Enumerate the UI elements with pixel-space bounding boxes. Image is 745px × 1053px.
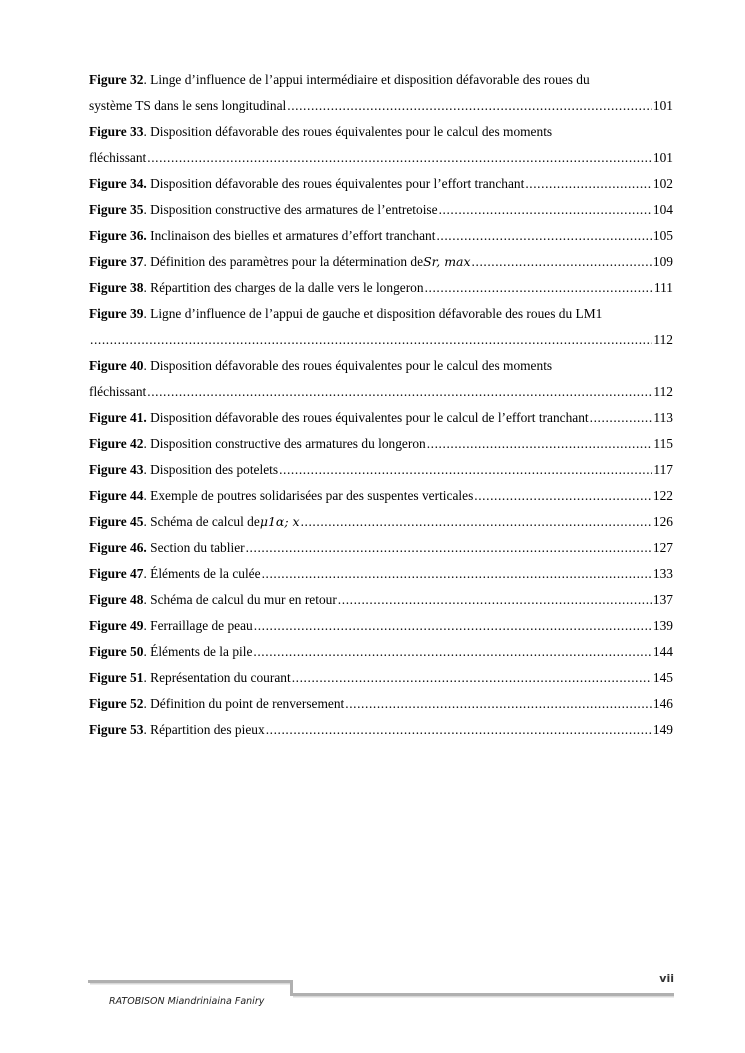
dot-leader — [253, 639, 652, 665]
page-ref: 144 — [652, 644, 673, 659]
figure-label: Figure 42 — [89, 436, 144, 451]
figure-title: Disposition défavorable des roues équivalentes pour le calcul de l’effort tranchant — [150, 410, 589, 425]
figure-title: Représentation du courant — [150, 670, 291, 685]
label-separator: . — [143, 462, 151, 477]
figure-label: Figure 48 — [89, 592, 144, 607]
dot-leader — [279, 457, 652, 483]
figure-label: Figure 39 — [89, 306, 144, 321]
figure-title-continued: fléchissant — [89, 150, 147, 165]
dot-leader — [425, 275, 653, 301]
dot-leader — [266, 717, 652, 743]
figure-title: Ligne d’influence de l’appui de gauche et disposition défavorable des roues du LM1 — [150, 306, 603, 321]
toc-entry[interactable] — [89, 613, 673, 639]
figure-label: Figure 44 — [89, 488, 144, 503]
list-of-figures — [89, 67, 673, 743]
dot-leader — [436, 223, 651, 249]
dot-leader — [147, 145, 652, 171]
page-ref: 137 — [652, 592, 673, 607]
toc-entry[interactable] — [89, 561, 673, 587]
page-ref: 112 — [653, 384, 673, 399]
figure-title: Disposition constructive des armatures de l’entretoise — [150, 202, 438, 217]
dot-leader — [439, 197, 652, 223]
page-ref: 104 — [652, 202, 673, 217]
toc-entry[interactable] — [89, 587, 673, 613]
label-separator: . — [143, 358, 151, 373]
toc-entry[interactable] — [89, 197, 673, 223]
math-expression: Sr, max — [423, 254, 471, 269]
label-separator: . — [143, 202, 151, 217]
dot-leader — [287, 93, 652, 119]
figure-title: Linge d’influence de l’appui intermédiaire et disposition défavorable des roues du — [150, 72, 590, 87]
toc-entry[interactable] — [89, 665, 673, 691]
figure-label: Figure 41. — [89, 410, 147, 425]
figure-title: Disposition défavorable des roues équivalentes pour le calcul des moments — [150, 358, 553, 373]
label-separator: . — [143, 566, 151, 581]
page-ref: 117 — [653, 462, 673, 477]
figure-label: Figure 32 — [89, 72, 144, 87]
label-separator: . — [143, 254, 151, 269]
figure-label: Figure 36. — [89, 228, 147, 243]
page-ref: 102 — [652, 176, 673, 191]
figure-label: Figure 34. — [89, 176, 147, 191]
figure-label: Figure 38 — [89, 280, 144, 295]
toc-entry[interactable] — [89, 457, 673, 483]
label-separator: . — [143, 722, 151, 737]
toc-entry[interactable] — [89, 405, 673, 431]
figure-label: Figure 40 — [89, 358, 144, 373]
figure-title: Disposition des potelets — [150, 462, 279, 477]
figure-title: Disposition défavorable des roues équivalentes pour le calcul des moments — [150, 124, 553, 139]
page-ref: 113 — [653, 410, 673, 425]
dot-leader — [474, 483, 652, 509]
label-separator: . — [143, 72, 151, 87]
toc-entry[interactable] — [89, 119, 673, 171]
page-ref: 133 — [652, 566, 673, 581]
toc-entry[interactable] — [89, 301, 673, 353]
figure-label: Figure 35 — [89, 202, 144, 217]
page-ref: 149 — [652, 722, 673, 737]
page-ref: 101 — [652, 98, 673, 113]
label-separator: . — [143, 618, 151, 633]
dot-leader — [427, 431, 653, 457]
figure-title-continued: système TS dans le sens longitudinal — [89, 98, 287, 113]
page-ref: 112 — [653, 332, 673, 347]
toc-entry[interactable] — [89, 223, 673, 249]
figure-label: Figure 37 — [89, 254, 144, 269]
dot-leader — [90, 327, 652, 353]
page-ref: 139 — [652, 618, 673, 633]
figure-label: Figure 53 — [89, 722, 144, 737]
figure-title: Répartition des charges de la dalle vers le longeron — [150, 280, 424, 295]
label-separator: . — [143, 592, 151, 607]
dot-leader — [301, 509, 652, 535]
label-separator: . — [143, 488, 151, 503]
dot-leader — [472, 249, 652, 275]
dot-leader — [590, 405, 653, 431]
figure-title-continued: fléchissant — [89, 384, 147, 399]
toc-entry[interactable] — [89, 275, 673, 301]
figure-label: Figure 49 — [89, 618, 144, 633]
page-ref: 101 — [652, 150, 673, 165]
label-separator: . — [143, 306, 151, 321]
figure-title: Disposition constructive des armatures du longeron — [150, 436, 426, 451]
author-name: RATOBISON Miandriniaina Faniry — [109, 996, 265, 1007]
dot-leader — [262, 561, 652, 587]
figure-title: Exemple de poutres solidarisées par des suspentes verticales — [150, 488, 474, 503]
page-ref: 145 — [652, 670, 673, 685]
figure-label: Figure 50 — [89, 644, 144, 659]
toc-entry[interactable] — [89, 535, 673, 561]
figure-title: Disposition défavorable des roues équivalentes pour l’effort tranchant — [150, 176, 525, 191]
label-separator: . — [143, 436, 151, 451]
page-ref: 126 — [652, 514, 673, 529]
page-number: vii — [659, 972, 674, 985]
label-separator: . — [143, 514, 151, 529]
dot-leader — [246, 535, 652, 561]
figure-title: Éléments de la pile — [150, 644, 253, 659]
figure-label: Figure 46. — [89, 540, 147, 555]
label-separator: . — [143, 696, 151, 711]
figure-label: Figure 52 — [89, 696, 144, 711]
figure-title: Section du tablier — [150, 540, 245, 555]
dot-leader — [254, 613, 652, 639]
figure-title: Répartition des pieux — [150, 722, 265, 737]
figure-label: Figure 43 — [89, 462, 144, 477]
figure-label: Figure 45 — [89, 514, 144, 529]
label-separator: . — [143, 644, 151, 659]
math-expression: μ1α; x — [259, 514, 300, 529]
figure-label: Figure 47 — [89, 566, 144, 581]
figure-title: Définition des paramètres pour la détermination de — [150, 254, 424, 269]
page-ref: 109 — [652, 254, 673, 269]
dot-leader — [147, 379, 652, 405]
label-separator: . — [143, 124, 151, 139]
toc-entry[interactable] — [89, 509, 673, 535]
page-ref: 122 — [652, 488, 673, 503]
figure-title: Ferraillage de peau — [150, 618, 253, 633]
figure-title: Schéma de calcul du mur en retour — [150, 592, 337, 607]
page-ref: 127 — [652, 540, 673, 555]
toc-entry[interactable] — [89, 483, 673, 509]
page-footer — [88, 972, 674, 1032]
toc-entry[interactable] — [89, 431, 673, 457]
page-ref: 115 — [653, 436, 673, 451]
figure-title: Schéma de calcul de — [150, 514, 260, 529]
label-separator: . — [143, 280, 151, 295]
dot-leader — [345, 691, 652, 717]
figure-title: Définition du point de renversement — [150, 696, 345, 711]
page-ref: 146 — [652, 696, 673, 711]
label-separator: . — [143, 670, 151, 685]
page-ref: 105 — [652, 228, 673, 243]
dot-leader — [338, 587, 652, 613]
figure-label: Figure 33 — [89, 124, 144, 139]
dot-leader — [292, 665, 652, 691]
page-ref: 111 — [653, 280, 673, 295]
figure-title: Éléments de la culée — [150, 566, 261, 581]
toc-entry[interactable] — [89, 67, 673, 119]
figure-label: Figure 51 — [89, 670, 144, 685]
dot-leader — [525, 171, 652, 197]
toc-entry[interactable] — [89, 639, 673, 665]
figure-title: Inclinaison des bielles et armatures d’effort tranchant — [150, 228, 436, 243]
toc-entry[interactable] — [89, 171, 673, 197]
toc-entry[interactable] — [89, 717, 673, 743]
toc-entry[interactable] — [89, 691, 673, 717]
toc-entry[interactable] — [89, 353, 673, 405]
toc-entry[interactable] — [89, 249, 673, 275]
